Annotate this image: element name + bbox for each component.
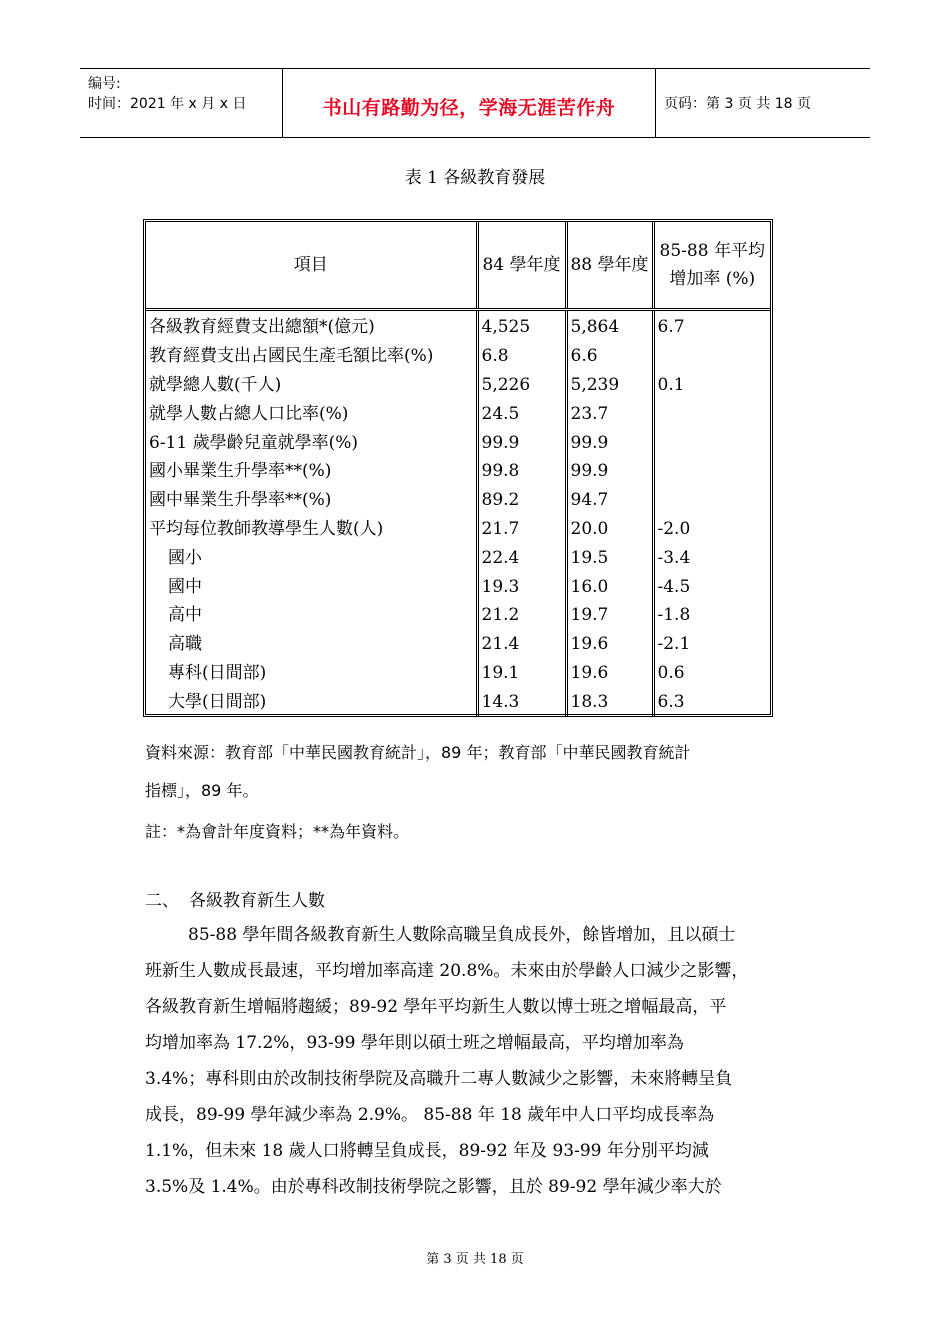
- paragraph-line: 班新生人數成長最速，平均增加率高達 20.8%。未來由於學齡人口減少之影響，: [145, 961, 749, 981]
- cell-y84: 4,525: [477, 310, 566, 342]
- table-row: [146, 342, 770, 371]
- cell-rate: [653, 342, 770, 371]
- header-rate: 85-88 年平均增加率 (%): [653, 222, 770, 310]
- paragraph-line: 1.1%，但未來 18 歲人口將轉呈負成長，89-92 年及 93-99 年分別平均減: [145, 1141, 709, 1161]
- cell-y84: 99.8: [477, 457, 566, 486]
- cell-item: 大學(日間部): [168, 691, 267, 712]
- table-row: [146, 371, 770, 400]
- cell-item: 就學總人數(千人): [149, 374, 282, 395]
- cell-y84: 99.9: [477, 428, 566, 457]
- cell-y88: 99.9: [566, 457, 653, 486]
- table-row: [146, 457, 770, 486]
- cell-rate: -3.4: [653, 543, 770, 572]
- cell-y84: 89.2: [477, 486, 566, 515]
- table-row: [146, 310, 770, 342]
- paragraph-line: 3.5%及 1.4%。由於專科改制技術學院之影響，且於 89-92 學年減少率大於: [145, 1177, 722, 1197]
- header-right-cell: [656, 69, 870, 137]
- motto-text: 书山有路勤为径，学海无涯苦作舟: [322, 97, 616, 119]
- cell-y84: 6.8: [477, 342, 566, 371]
- cell-y84: 19.3: [477, 572, 566, 601]
- cell-rate: -1.8: [653, 601, 770, 630]
- table-row: [146, 659, 770, 688]
- header-motto-cell: [283, 69, 656, 137]
- table-row: [146, 515, 770, 544]
- education-table-frame: [143, 219, 773, 717]
- cell-y84: 24.5: [477, 399, 566, 428]
- cell-y88: 19.6: [566, 630, 653, 659]
- cell-item: 平均每位教師教導學生人數(人): [149, 518, 384, 539]
- cell-rate: [653, 486, 770, 515]
- cell-y84: 5,226: [477, 371, 566, 400]
- cell-y84: 19.1: [477, 659, 566, 688]
- cell-y88: 6.6: [566, 342, 653, 371]
- cell-rate: 6.3: [653, 687, 770, 716]
- cell-item: 國小: [168, 547, 202, 568]
- cell-y84: 21.7: [477, 515, 566, 544]
- cell-y84: 21.2: [477, 601, 566, 630]
- paragraph-line: 85-88 學年間各級教育新生人數除高職呈負成長外，餘皆增加，且以碩士: [188, 925, 736, 945]
- cell-y88: 19.7: [566, 601, 653, 630]
- paragraph-line: 成長，89-99 學年減少率為 2.9%。 85-88 年 18 歲年中人口平均成長率為: [145, 1105, 715, 1125]
- cell-rate: [653, 457, 770, 486]
- table-caption: 表 1 各級教育發展: [404, 168, 546, 188]
- source-line-1: 資料來源：教育部「中華民國教育統計」，89 年；教育部「中華民國教育統計: [145, 743, 691, 762]
- header-item: 項目: [146, 222, 477, 310]
- source-line-2: 指標」，89 年。: [145, 781, 259, 800]
- page-footer: 第 3 页 共 18 页: [426, 1252, 524, 1267]
- table-row: [146, 572, 770, 601]
- cell-y88: 16.0: [566, 572, 653, 601]
- table-row: [146, 486, 770, 515]
- paragraph-line: 3.4%；專科則由於改制技術學院及高職升二專人數減少之影響，未來將轉呈負: [145, 1069, 733, 1089]
- cell-rate: -4.5: [653, 572, 770, 601]
- cell-y88: 23.7: [566, 399, 653, 428]
- cell-item: 國小畢業生升學率**(%): [149, 461, 332, 482]
- table-row: [146, 601, 770, 630]
- table-row: [146, 543, 770, 572]
- page-info: 页码：第 3 页 共 18 页: [664, 96, 811, 112]
- cell-rate: [653, 399, 770, 428]
- header-y88: 88 學年度: [566, 222, 653, 310]
- cell-rate: -2.0: [653, 515, 770, 544]
- header-left-cell: [80, 69, 283, 137]
- cell-rate: 0.6: [653, 659, 770, 688]
- section-title: 各級教育新生人數: [189, 891, 325, 911]
- page-header: [80, 68, 870, 138]
- cell-y88: 94.7: [566, 486, 653, 515]
- cell-y88: 5,864: [566, 310, 653, 342]
- paragraph-line: 各級教育新生增幅將趨緩；89-92 學年平均新生人數以博士班之增幅最高，平: [145, 997, 727, 1017]
- education-table: [146, 222, 770, 716]
- cell-y88: 19.6: [566, 659, 653, 688]
- table-header-row: [146, 222, 770, 310]
- cell-y84: 14.3: [477, 687, 566, 716]
- cell-rate: 6.7: [653, 310, 770, 342]
- table-row: [146, 630, 770, 659]
- cell-y88: 20.0: [566, 515, 653, 544]
- cell-y88: 5,239: [566, 371, 653, 400]
- table-row: [146, 687, 770, 716]
- cell-y88: 99.9: [566, 428, 653, 457]
- cell-y88: 18.3: [566, 687, 653, 716]
- serial-label: 编号:: [88, 76, 121, 92]
- section-number: 二、: [145, 891, 179, 911]
- cell-item: 教育經費支出占國民生產毛額比率(%): [149, 346, 434, 367]
- date-label: 时间：2021 年 x 月 x 日: [88, 96, 247, 112]
- cell-item: 高職: [168, 634, 202, 655]
- table-note: 註：*為會計年度資料；**為年資料。: [145, 822, 410, 841]
- cell-rate: [653, 428, 770, 457]
- cell-item: 6-11 歲學齡兒童就學率(%): [149, 432, 359, 453]
- cell-item: 國中畢業生升學率**(%): [149, 490, 332, 511]
- cell-y84: 22.4: [477, 543, 566, 572]
- cell-rate: 0.1: [653, 371, 770, 400]
- cell-y88: 19.5: [566, 543, 653, 572]
- cell-item: 就學人數占總人口比率(%): [149, 403, 349, 424]
- table-row: [146, 428, 770, 457]
- cell-item: 專科(日間部): [168, 662, 267, 683]
- table-row: [146, 399, 770, 428]
- cell-rate: -2.1: [653, 630, 770, 659]
- cell-item: 國中: [168, 576, 202, 597]
- cell-y84: 21.4: [477, 630, 566, 659]
- header-y84: 84 學年度: [477, 222, 566, 310]
- cell-item: 高中: [168, 605, 202, 626]
- cell-item: 各級教育經費支出總額*(億元): [149, 317, 375, 338]
- paragraph-line: 均增加率為 17.2%，93-99 學年則以碩士班之增幅最高，平均增加率為: [145, 1033, 684, 1053]
